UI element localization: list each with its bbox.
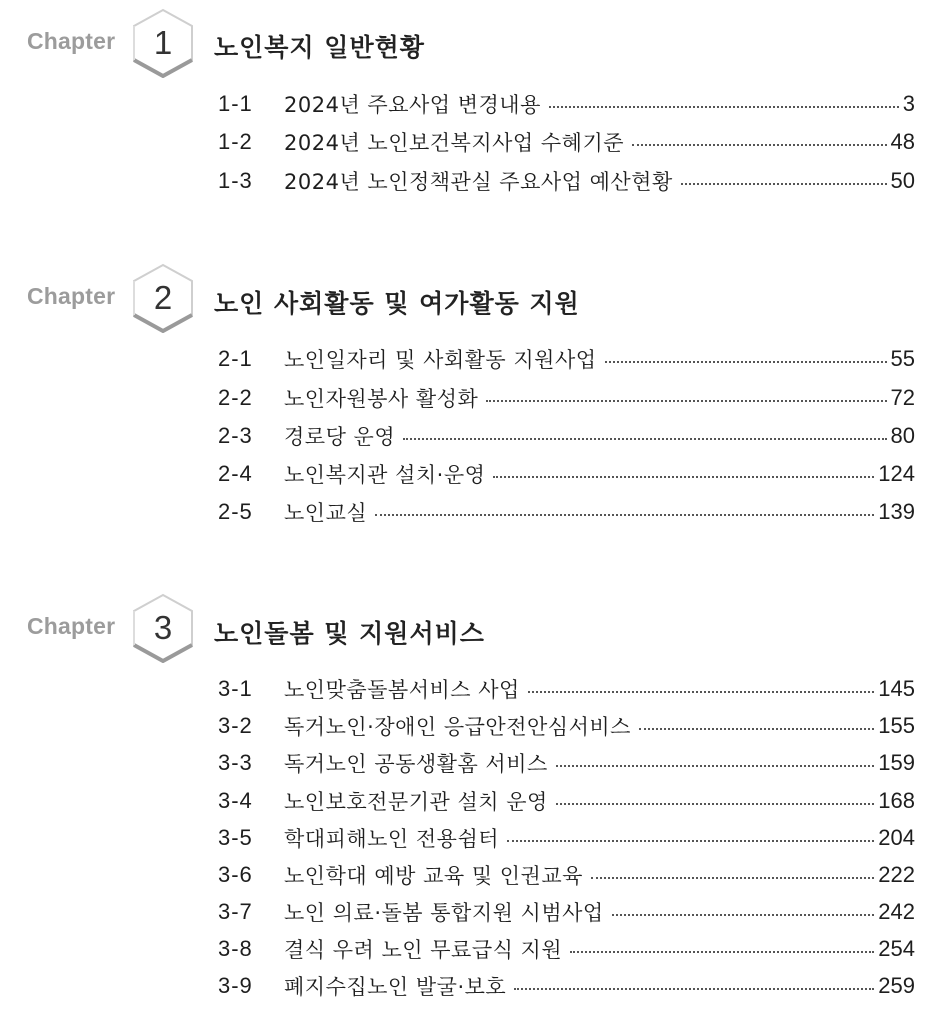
toc-entry[interactable]: [218, 127, 915, 157]
toc-entry-page: 50: [890, 168, 915, 193]
chapter-label: Chapter: [27, 613, 116, 639]
toc-entry[interactable]: [218, 421, 915, 451]
toc-entry-number: 2-1: [218, 346, 253, 371]
dot-leader: [514, 988, 874, 990]
chapter-number: 3: [153, 609, 173, 646]
toc-entry-title: 결식 우려 노인 무료급식 지원: [284, 938, 563, 962]
toc-entry-number: 1-3: [218, 168, 253, 193]
toc-entry-title: 2024년 노인보건복지사업 수혜기준: [284, 131, 625, 155]
dot-leader: [549, 106, 899, 108]
toc-entry[interactable]: [218, 860, 915, 890]
toc-entry[interactable]: [218, 897, 915, 927]
toc-entry-page: 254: [878, 936, 915, 961]
dot-leader: [375, 514, 874, 516]
chapter-label: Chapter: [27, 283, 116, 309]
dot-leader: [507, 840, 874, 842]
dot-leader: [493, 476, 874, 478]
chapter-number-badge: [128, 8, 198, 78]
toc-entry[interactable]: [218, 344, 915, 374]
dot-leader: [486, 400, 886, 402]
toc-entry-number: 2-4: [218, 461, 253, 486]
chapter-title: 노인돌봄 및 지원서비스: [214, 619, 485, 648]
chapter-label: Chapter: [27, 28, 116, 54]
toc-entry-page: 259: [878, 973, 915, 998]
toc-entry[interactable]: [218, 89, 915, 119]
toc-entry-title: 폐지수집노인 발굴·보호: [284, 975, 507, 999]
toc-entry-number: 3-4: [218, 788, 253, 813]
dot-leader: [591, 877, 874, 879]
chapter-number: 1: [153, 24, 173, 61]
toc-entry[interactable]: [218, 748, 915, 778]
toc-entry-title: 노인자원봉사 활성화: [284, 387, 479, 411]
toc-entry-page: 55: [890, 346, 915, 371]
toc-entry-number: 2-5: [218, 499, 253, 524]
toc-entry-title: 학대피해노인 전용쉼터: [284, 827, 500, 851]
toc-entry-title: 노인복지관 설치·운영: [284, 463, 486, 487]
toc-entry[interactable]: [218, 674, 915, 704]
toc-entry[interactable]: [218, 786, 915, 816]
toc-entry-title: 노인맞춤돌봄서비스 사업: [284, 678, 520, 702]
toc-entry-number: 2-3: [218, 423, 253, 448]
toc-entry-title: 독거노인·장애인 응급안전안심서비스: [284, 715, 631, 739]
toc-entry-title: 노인학대 예방 교육 및 인권교육: [284, 864, 583, 888]
toc-entry-page: 139: [878, 499, 915, 524]
dot-leader: [605, 361, 887, 363]
toc-entry-number: 3-5: [218, 825, 253, 850]
dot-leader: [403, 438, 886, 440]
toc-entry-page: 204: [878, 825, 915, 850]
toc-entry-number: 3-6: [218, 862, 253, 887]
toc-entry[interactable]: [218, 459, 915, 489]
toc-entry[interactable]: [218, 971, 915, 1001]
toc-entry-number: 3-7: [218, 899, 253, 924]
toc-entry-title: 노인보호전문기관 설치 운영: [284, 790, 548, 814]
toc-entry-number: 3-3: [218, 750, 253, 775]
chapter-number-badge: [128, 593, 198, 663]
chapter-title: 노인복지 일반현황: [214, 33, 425, 62]
toc-entry-page: 168: [878, 788, 915, 813]
toc-entry-number: 2-2: [218, 385, 253, 410]
toc-entry-page: 3: [902, 91, 915, 116]
toc-entry-number: 3-2: [218, 713, 253, 738]
toc-entry-title: 노인 의료·돌봄 통합지원 시범사업: [284, 901, 604, 925]
toc-entry-title: 경로당 운영: [284, 425, 396, 449]
toc-entry-number: 3-9: [218, 973, 253, 998]
toc-entry-number: 1-1: [218, 91, 253, 116]
toc-entry-page: 80: [890, 423, 915, 448]
chapter-title: 노인 사회활동 및 여가활동 지원: [214, 289, 580, 318]
toc-entry-page: 159: [878, 750, 915, 775]
toc-entry-page: 72: [890, 385, 915, 410]
dot-leader: [570, 951, 874, 953]
dot-leader: [612, 914, 875, 916]
toc-entry-title: 2024년 노인정책관실 주요사업 예산현황: [284, 170, 673, 194]
toc-entry[interactable]: [218, 383, 915, 413]
toc-entry-page: 155: [878, 713, 915, 738]
toc-entry[interactable]: [218, 823, 915, 853]
toc-entry-title: 노인일자리 및 사회활동 지원사업: [284, 348, 597, 372]
toc-entry[interactable]: [218, 497, 915, 527]
toc-entry-title: 독거노인 공동생활홈 서비스: [284, 752, 548, 776]
toc-entry-page: 222: [878, 862, 915, 887]
toc-entry-page: 124: [878, 461, 915, 486]
toc-entry-page: 242: [878, 899, 915, 924]
dot-leader: [556, 765, 874, 767]
toc-entry[interactable]: [218, 711, 915, 741]
toc-entry-number: 3-1: [218, 676, 253, 701]
toc-entry-number: 1-2: [218, 129, 253, 154]
dot-leader: [528, 691, 874, 693]
dot-leader: [632, 144, 887, 146]
dot-leader: [639, 728, 874, 730]
toc-entry-page: 145: [878, 676, 915, 701]
toc-entry-number: 3-8: [218, 936, 253, 961]
dot-leader: [556, 803, 874, 805]
toc-entry[interactable]: [218, 166, 915, 196]
toc-entry-title: 2024년 주요사업 변경내용: [284, 93, 541, 117]
chapter-number-badge: [128, 263, 198, 333]
toc-entry-title: 노인교실: [284, 501, 368, 525]
dot-leader: [681, 183, 887, 185]
toc-entry-page: 48: [890, 129, 915, 154]
chapter-number: 2: [153, 279, 173, 316]
toc-entry[interactable]: [218, 934, 915, 964]
